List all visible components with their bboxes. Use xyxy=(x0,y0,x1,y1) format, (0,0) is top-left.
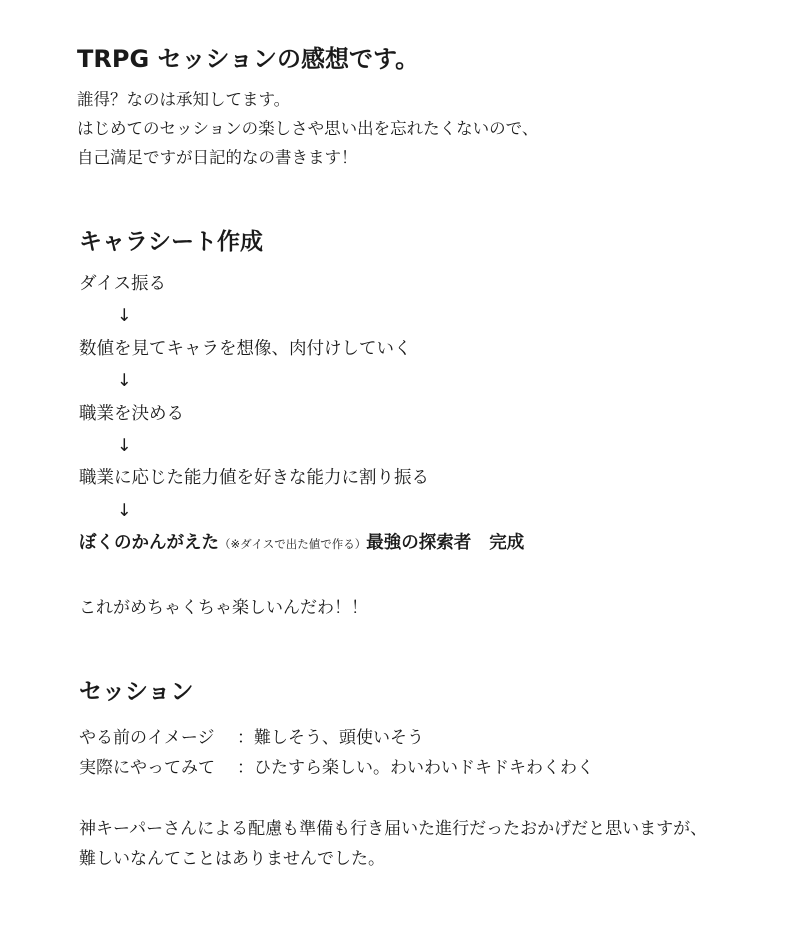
row-value: ：ひたすら楽しい。わいわいドキドキわくわく xyxy=(237,758,594,778)
intro-line: 誰得？なのは承知してます。 xyxy=(77,90,291,109)
intro-line: 自己満足ですが日記的なの書きます！ xyxy=(77,148,358,167)
row-label: やる前のイメージ xyxy=(79,728,215,748)
impression-rows xyxy=(79,723,594,783)
impression-row xyxy=(79,723,594,753)
step-item: 数値を見てキャラを想像、肉付けしていく xyxy=(79,338,412,359)
final-suffix: 完成 xyxy=(489,533,525,554)
row-label: 実際にやってみて xyxy=(79,758,215,778)
down-arrow-icon: ↓ xyxy=(117,436,132,457)
final-main: 最強の探索者 xyxy=(366,533,472,554)
final-note: （※ダイスで出た値で作る） xyxy=(219,537,367,552)
intro-line: はじめてのセッションの楽しさや思い出を忘れたくないので、 xyxy=(77,119,539,138)
final-step xyxy=(79,527,524,560)
section-heading-session: セッション xyxy=(79,679,194,705)
session-paragraph xyxy=(79,814,707,874)
comment-line: これがめちゃくちゃ楽しいんだわ！！ xyxy=(79,598,368,618)
intro-paragraph xyxy=(77,85,538,172)
step-item: 職業に応じた能力値を好きな能力に割り振る xyxy=(79,468,429,489)
step-item: 職業を決める xyxy=(79,403,184,424)
impression-row xyxy=(79,753,594,783)
section-heading-character-sheet: キャラシート作成 xyxy=(79,229,263,255)
character-sheet-steps xyxy=(79,268,524,561)
paragraph-line: 神キーパーさんによる配慮も準備も行き届いた進行だったおかげだと思いますが、 xyxy=(79,819,708,839)
row-value: ：難しそう、頭使いそう xyxy=(237,728,424,748)
page-title: TRPG セッションの感想です。 xyxy=(77,45,420,73)
down-arrow-icon: ↓ xyxy=(117,500,132,521)
step-item: ダイス振る xyxy=(79,274,166,294)
down-arrow-icon: ↓ xyxy=(117,371,132,392)
final-lead: ぼくのかんがえた xyxy=(79,533,219,554)
down-arrow-icon: ↓ xyxy=(117,306,132,327)
paragraph-line: 難しいなんてことはありませんでした。 xyxy=(79,849,385,869)
